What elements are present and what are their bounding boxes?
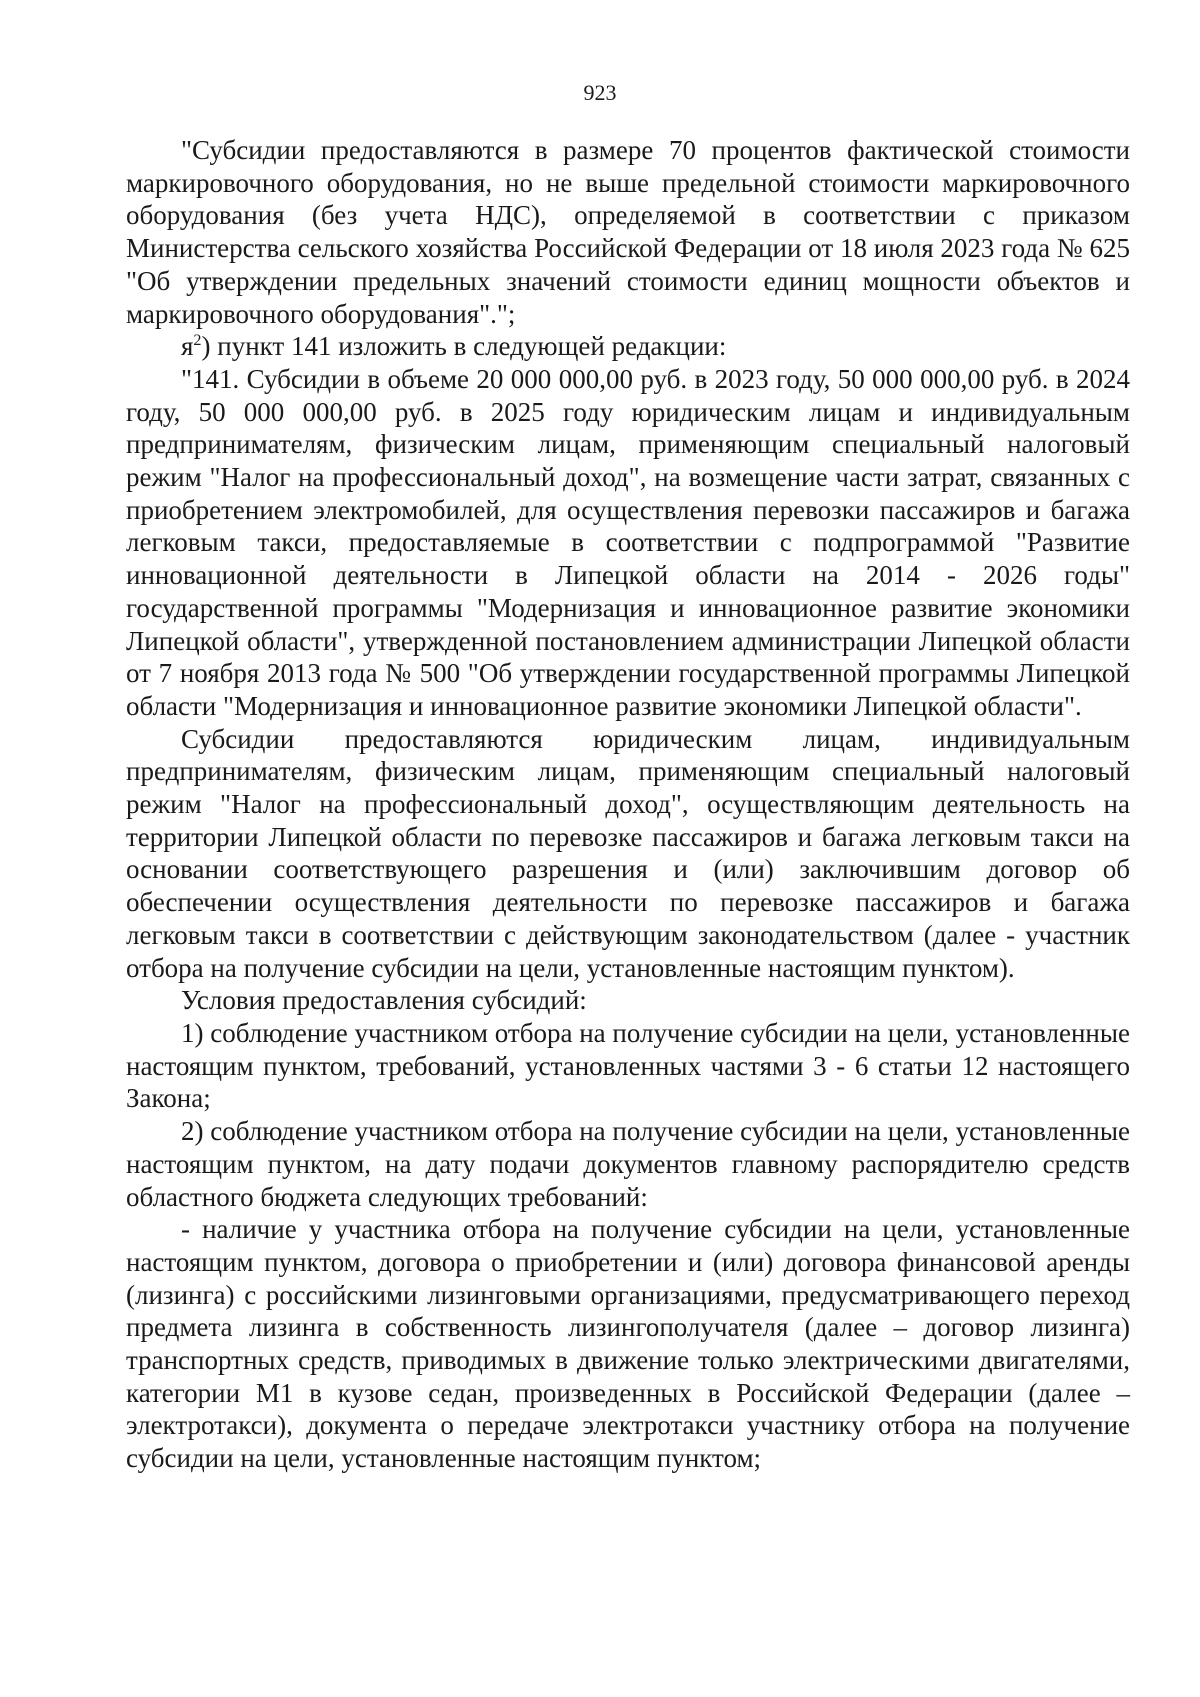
paragraph-condition-2: 2) соблюдение участником отбора на получение субсидии на цели, установленные настоящим пунктом, на дату подачи документов главному распорядителю средств областного бюджета следующих требований: <box>126 1116 1130 1212</box>
amendment-letter: я <box>181 331 194 362</box>
paragraph-requirement-dash: - наличие у участника отбора на получение субсидии на цели, установленные настоящим пунктом, договора о приобретении и (или) договора финансовой аренды (лизинга) с российскими лизинговыми организациями, предусматривающего переход предмета лизинга в собственность лизингополучателя (далее – договор лизинга) транспортных средств, приводимых в движение только электрическими двигателями, категории М1 в кузове седан, произведенных в Российской Федерации (далее – электротакси), документа о передаче электротакси участнику отбора на получение субсидии на цели, установленные настоящим пунктом; <box>126 1214 1130 1474</box>
paragraph-condition-1: 1) соблюдение участником отбора на получение субсидии на цели, установленные настоящим пунктом, требований, установленных частями 3 - 6 статьи 12 настоящего Закона; <box>126 1017 1130 1114</box>
paragraph-conditions-heading: Условия предоставления субсидий: <box>181 985 587 1016</box>
paragraph-clause-141: "141. Субсидии в объеме 20 000 000,00 руб. в 2023 году, 50 000 000,00 руб. в 2024 году, 50 000 000,00 руб. в 2025 году юридическим лицам и индивидуальным предпринимателям, физическим лицам, применяющим специальный налоговый режим "Налог на профессиональный доход", на возмещение части затрат, связанных с приобретением электромобилей, для осуществления перевозки пассажиров и багажа легковым такси, предоставляемые в соответствии с подпрограммой "Развитие инновационной деятельности в Липецкой области на 2014 - 2026 годы" государственной программы "Модернизация и инновационное развитие экономики Липецкой области", утвержденной постановлением администрации Липецкой области от 7 ноября 2013 года № 500 "Об утверждении государственной программы Липецкой области "Модернизация и инновационное развитие экономики Липецкой области". <box>126 363 1130 721</box>
paragraph-amendment-item <box>126 330 1130 363</box>
paragraph-subsidy-marking-equipment: "Субсидии предоставляются в размере 70 процентов фактической стоимости маркировочного оборудования, но не выше предельной стоимости маркировочного оборудования (без учета НДС), определяемой в соответствии с приказом Министерства сельского хозяйства Российской Федерации от 18 июля 2023 года № 625 "Об утверждении предельных значений стоимости единиц мощности объектов и маркировочного оборудования"."; <box>126 135 1130 329</box>
paragraph-recipients: Субсидии предоставляются юридическим лицам, индивидуальным предпринимателям, физическим лицам, применяющим специальный налоговый режим "Налог на профессиональный доход", осуществляющим деятельность на территории Липецкой области по перевозке пассажиров и багажа легковым такси на основании соответствующего разрешения и (или) заключившим договор об обеспечении осуществления деятельности по перевозке пассажиров и багажа легковым такси в соответствии с действующим законодательством (далее - участник отбора на получение субсидии на цели, установленные настоящим пунктом). <box>126 723 1130 983</box>
page-number: 923 <box>583 80 617 105</box>
amendment-superscript: 2 <box>193 331 202 350</box>
document-body <box>126 134 1130 1475</box>
amendment-text: ) пункт 141 изложить в следующей редакции: <box>201 331 727 362</box>
